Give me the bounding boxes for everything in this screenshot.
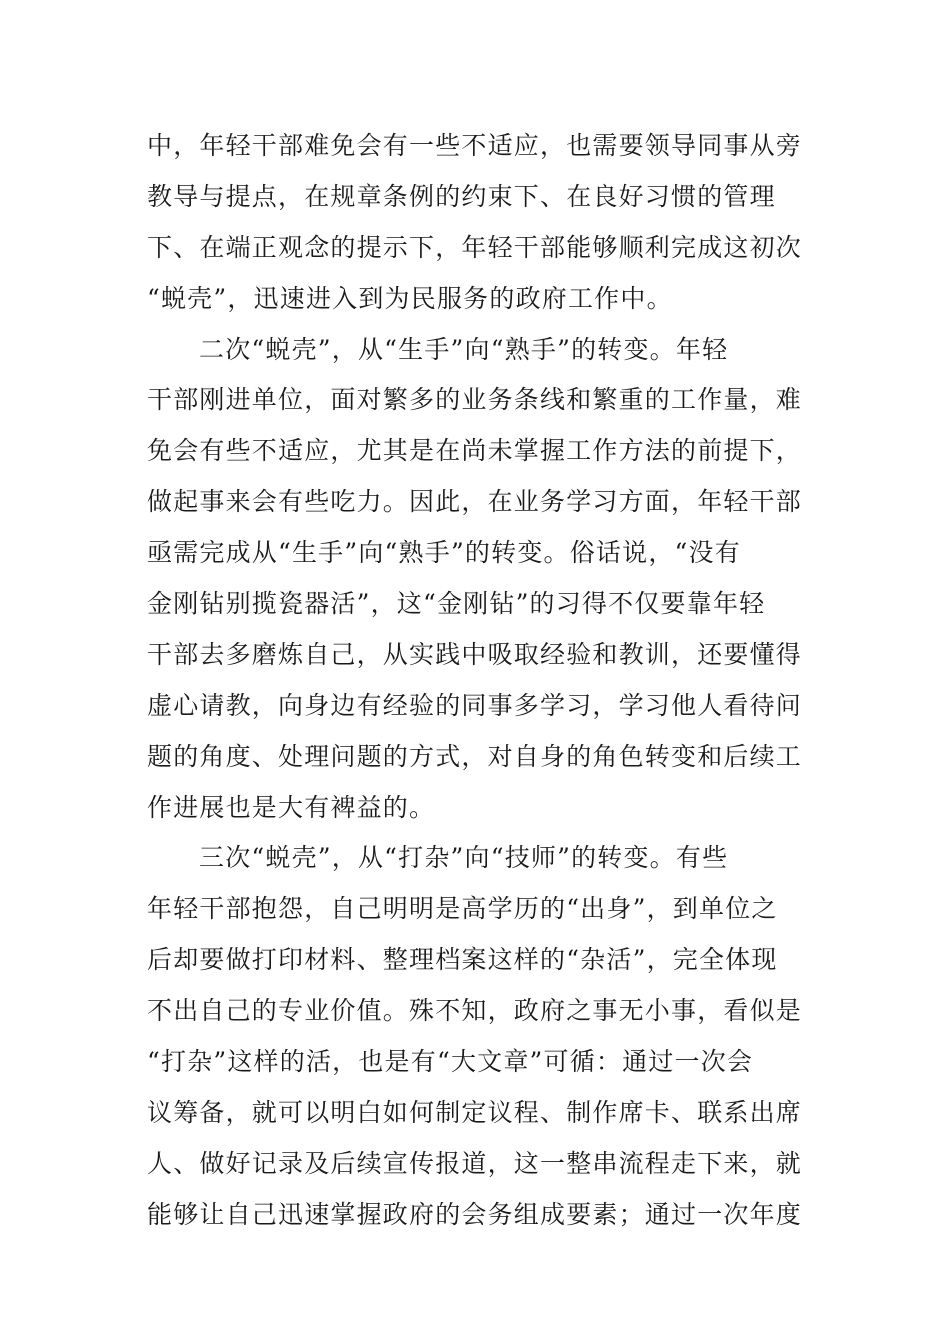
- text-line: 干部去多磨炼自己，从实践中吸取经验和教训，还要懂得: [147, 639, 803, 669]
- text-line: 亟需完成从“生手”向“熟手”的转变。俗话说，“没有: [147, 538, 741, 568]
- text-line: 题的角度、处理问题的方式，对自身的角色转变和后续工: [147, 741, 803, 771]
- text-line: 作进展也是大有裨益的。: [147, 792, 436, 822]
- text-line: 议筹备，就可以明白如何制定议程、制作席卡、联系出席: [147, 1097, 803, 1127]
- body-text: [147, 121, 803, 1241]
- text-line: 人、做好记录及后续宣传报道，这一整串流程走下来，就: [147, 1148, 803, 1178]
- text-line: 不出自己的专业价值。殊不知，政府之事无小事，看似是: [147, 996, 803, 1026]
- text-line: 免会有些不适应，尤其是在尚未掌握工作方法的前提下，: [147, 436, 803, 466]
- paragraph-start-line: 三次“蜕壳”，从“打杂”向“技师”的转变。有些: [199, 843, 729, 873]
- text-line: 能够让自己迅速掌握政府的会务组成要素；通过一次年度: [147, 1199, 803, 1229]
- paragraph-start-line: 二次“蜕壳”，从“生手”向“熟手”的转变。年轻: [199, 334, 729, 364]
- text-line: 中，年轻干部难免会有一些不适应，也需要领导同事从旁: [147, 131, 803, 160]
- text-line: 后却要做打印材料、整理档案这样的“杂活”，完全体现: [147, 945, 778, 975]
- text-line: 做起事来会有些吃力。因此，在业务学习方面，年轻干部: [147, 487, 803, 517]
- text-line: “蜕壳”，迅速进入到为民服务的政府工作中。: [147, 283, 673, 313]
- text-line: 教导与提点，在规章条例的约束下、在良好习惯的管理: [147, 181, 776, 211]
- text-line: 干部刚进单位，面对繁多的业务条线和繁重的工作量，难: [147, 385, 803, 415]
- text-line: 虚心请教，向身边有经验的同事多学习，学习他人看待问: [147, 690, 803, 720]
- text-line: 金刚钻别揽瓷器活”，这“金刚钻”的习得不仅要靠年轻: [147, 589, 766, 619]
- text-line: “打杂”这样的活，也是有“大文章”可循：通过一次会: [147, 1047, 754, 1077]
- text-line: 年轻干部抱怨，自己明明是高学历的“出身”，到单位之: [147, 894, 778, 924]
- text-line: 下、在端正观念的提示下，年轻干部能够顺利完成这初次: [147, 232, 803, 262]
